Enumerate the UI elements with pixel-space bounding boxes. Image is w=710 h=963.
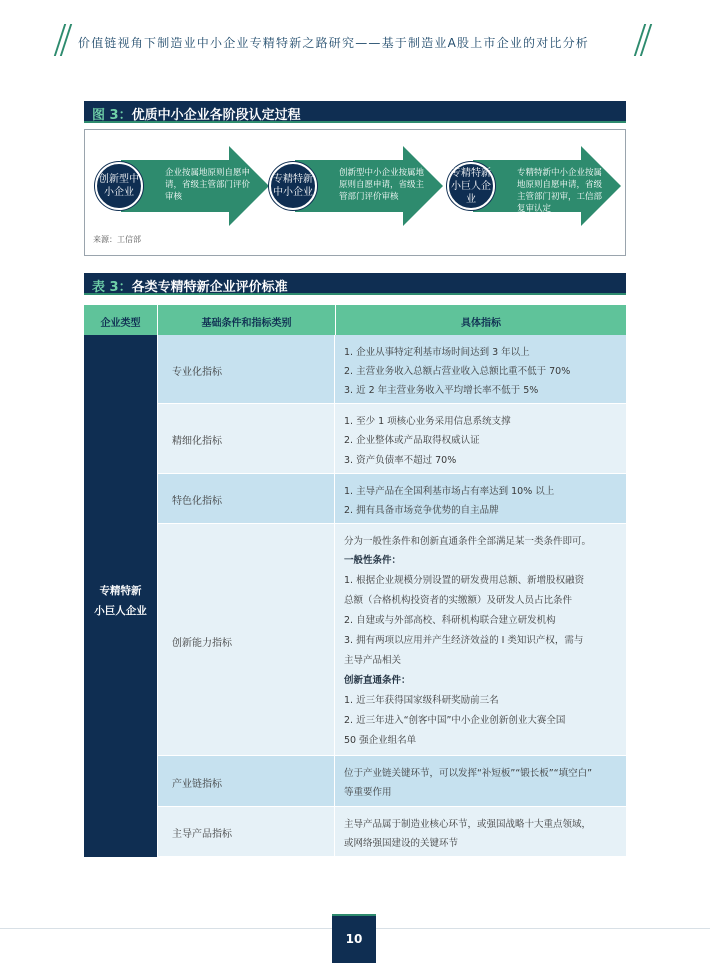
table-row bbox=[158, 474, 626, 524]
table-row bbox=[158, 524, 626, 756]
page-number: 10 bbox=[332, 914, 376, 963]
table-number: 表 3： bbox=[92, 280, 132, 295]
row-detail-line: 50 强企业组名单 bbox=[344, 735, 417, 746]
row-detail-line: 或网络强国建设的关键环节 bbox=[344, 838, 459, 849]
row-detail-line: 创新直通条件： bbox=[344, 675, 411, 686]
row-detail-line: 1. 主导产品在全国利基市场占有率达到 10% 以上 bbox=[344, 486, 555, 497]
row-detail-line: 分为一般性条件和创新直通条件全部满足某一类条件即可。 bbox=[344, 536, 592, 547]
row-category: 特色化指标 bbox=[172, 496, 222, 507]
table-row bbox=[158, 756, 626, 807]
stage-3-text: 专精特新中小企业按属地原则自愿申请，省级主管部门初审，工信部复审认定 bbox=[517, 168, 603, 214]
row-detail-line: 3. 近 2 年主营业务收入平均增长率不低于 5% bbox=[344, 385, 539, 396]
header-slash-right-icon bbox=[636, 24, 652, 56]
row-category: 产业链指标 bbox=[172, 779, 222, 790]
table-title-bar bbox=[84, 273, 626, 295]
enterprise-type-cell bbox=[84, 335, 157, 857]
page-header bbox=[0, 0, 710, 62]
row-detail-line: 3. 资产负债率不超过 70% bbox=[344, 455, 457, 466]
row-detail-line: 总额（合格机构投资者的实缴额）及研发人员占比条件 bbox=[344, 595, 573, 606]
stage-2-arrow bbox=[295, 146, 443, 226]
row-detail-line: 1. 企业从事特定利基市场时间达到 3 年以上 bbox=[344, 347, 530, 358]
table-row bbox=[158, 335, 626, 404]
row-detail-line: 3. 拥有两项以应用并产生经济效益的 I 类知识产权，需与 bbox=[344, 635, 584, 646]
type-label-line2: 小巨人企业 bbox=[94, 605, 147, 617]
figure-number: 图 3： bbox=[92, 108, 132, 123]
header-specific-indicators: 具体指标 bbox=[461, 318, 501, 329]
row-detail-line: 位于产业链关键环节，可以发挥“补短板”“锻长板”“填空白” bbox=[344, 768, 593, 779]
header-slash-left-icon bbox=[56, 24, 72, 56]
table-row bbox=[158, 807, 626, 857]
row-detail-line: 1. 至少 1 项核心业务采用信息系统支撑 bbox=[344, 416, 511, 427]
stage-1-arrow bbox=[121, 146, 269, 226]
row-detail-line: 2. 近三年进入“创客中国”中小企业创新创业大赛全国 bbox=[344, 715, 566, 726]
row-detail-line: 1. 近三年获得国家级科研奖励前三名 bbox=[344, 695, 499, 706]
header-enterprise-type: 企业类型 bbox=[100, 318, 141, 329]
row-category: 精细化指标 bbox=[172, 436, 222, 447]
row-detail-line: 2. 主营业务收入总额占营业收入总额比重不低于 70% bbox=[344, 366, 571, 377]
certification-process-figure bbox=[84, 129, 626, 256]
running-title: 价值链视角下制造业中小企业专精特新之路研究——基于制造业A股上市企业的对比分析 bbox=[78, 36, 590, 50]
row-detail-line: 一般性条件： bbox=[344, 555, 402, 566]
table-row bbox=[158, 404, 626, 474]
figure-title: 优质中小企业各阶段认定过程 bbox=[131, 108, 301, 123]
row-category: 创新能力指标 bbox=[172, 638, 232, 649]
row-detail-line: 2. 自建或与外部高校、科研机构联合建立研发机构 bbox=[344, 615, 556, 626]
row-detail-line: 主导产品相关 bbox=[344, 655, 402, 666]
header-indicator-category: 基础条件和指标类别 bbox=[201, 318, 292, 329]
table-title: 各类专精特新企业评价标准 bbox=[131, 280, 288, 295]
table-header bbox=[84, 305, 626, 335]
row-detail-line: 2. 拥有具备市场竞争优势的自主品牌 bbox=[344, 505, 499, 516]
row-category: 主导产品指标 bbox=[172, 829, 232, 840]
figure-title-bar bbox=[84, 101, 626, 123]
stage-3-circle: 专精特新小巨人企业 bbox=[447, 162, 495, 210]
figure-source: 来源：工信部 bbox=[93, 235, 141, 244]
row-detail-line: 等重要作用 bbox=[344, 787, 392, 798]
row-category: 专业化指标 bbox=[172, 367, 222, 378]
stage-3-arrow bbox=[473, 146, 621, 226]
type-label-line1: 专精特新 bbox=[99, 585, 142, 597]
stage-1-circle: 创新型中小企业 bbox=[95, 162, 143, 210]
stage-2-text: 创新型中小企业按属地原则自愿申请，省级主管部门评价审核 bbox=[339, 168, 425, 202]
row-detail-line: 1. 根据企业规模分别设置的研发费用总额、新增股权融资 bbox=[344, 575, 585, 586]
stage-1-text: 企业按属地原则自愿申请，省级主管部门评价审核 bbox=[165, 168, 251, 202]
row-detail-line: 主导产品属于制造业核心环节，或强国战略十大重点领域， bbox=[344, 819, 592, 830]
row-detail-line: 2. 企业整体或产品取得权威认证 bbox=[344, 435, 480, 446]
stage-2-circle: 专精特新中小企业 bbox=[269, 162, 317, 210]
